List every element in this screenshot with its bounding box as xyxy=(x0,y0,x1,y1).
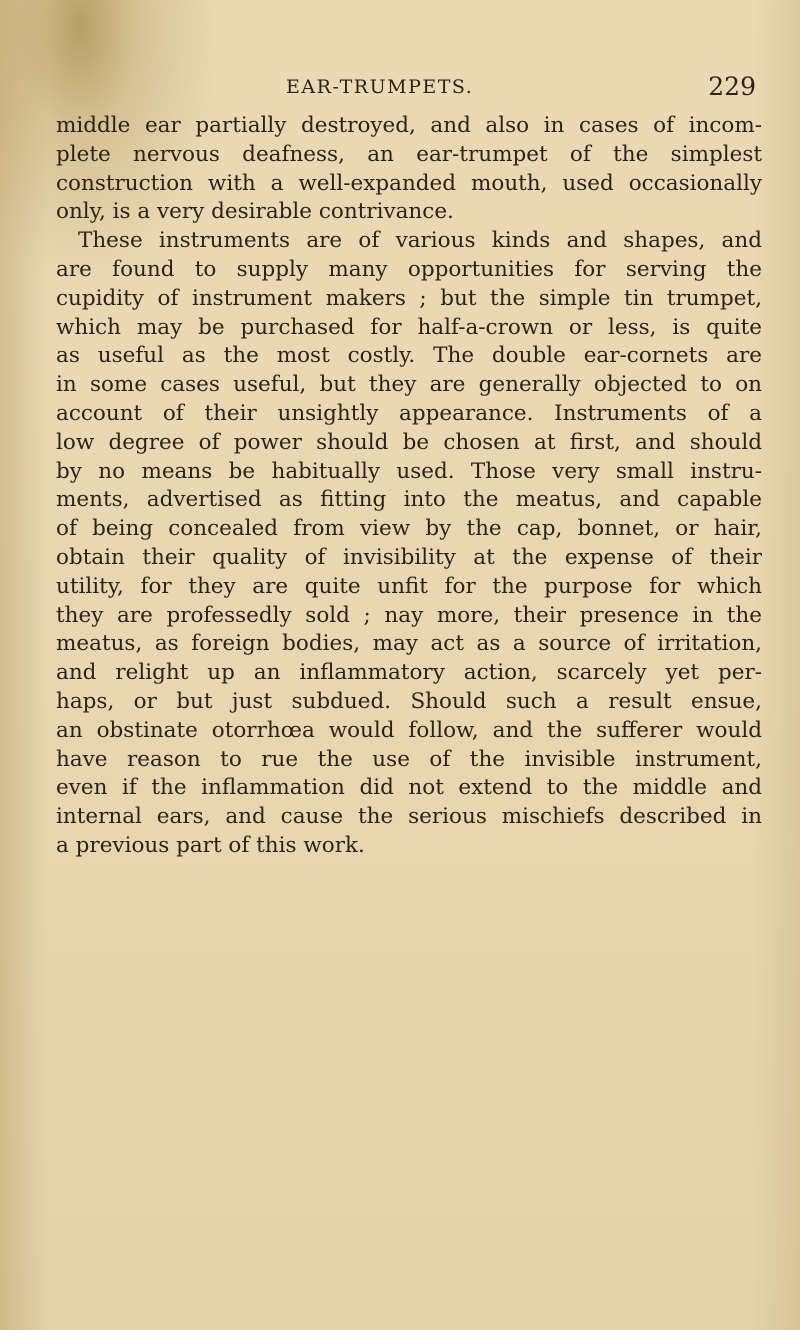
text-line: which may be purchased for half-a-crown or less, is quite xyxy=(56,314,762,340)
text-line: plete nervous deafness, an ear-trumpet of the simplest xyxy=(56,141,762,167)
text-line: only, is a very desirable contrivance. xyxy=(56,199,454,225)
text-line: a previous part of this work. xyxy=(56,832,365,858)
running-title: EAR-TRUMPETS. xyxy=(286,76,474,98)
text-line: meatus, as foreign bodies, may act as a source of irritation, xyxy=(56,631,762,657)
text-line: utility, for they are quite unfit for the purpose for which xyxy=(56,573,762,599)
body-text xyxy=(56,112,762,861)
text-line: ments, advertised as fitting into the meatus, and capable xyxy=(56,487,762,513)
text-line: they are professedly sold ; nay more, their presence in the xyxy=(56,602,762,628)
text-line: have reason to rue the use of the invisible instrument, xyxy=(56,746,762,772)
text-line: as useful as the most costly. The double ear-cornets are xyxy=(56,343,762,369)
text-line: are found to supply many opportunities for serving the xyxy=(56,256,762,282)
text-line: cupidity of instrument makers ; but the simple tin trumpet, xyxy=(56,285,762,311)
page-number: 229 xyxy=(708,72,756,101)
text-line: construction with a well-expanded mouth, used occasionally xyxy=(56,170,762,196)
running-head xyxy=(110,72,760,102)
text-line: account of their unsightly appearance. Instruments of a xyxy=(56,400,762,426)
text-line: haps, or but just subdued. Should such a result ensue, xyxy=(56,688,762,714)
text-line: even if the inflammation did not extend to the middle and xyxy=(56,775,762,801)
text-line: These instruments are of various kinds and shapes, and xyxy=(78,228,762,254)
text-line: internal ears, and cause the serious mischiefs described in xyxy=(56,804,762,830)
text-line: of being concealed from view by the cap, bonnet, or hair, xyxy=(56,516,762,542)
text-line: middle ear partially destroyed, and also in cases of incom- xyxy=(56,113,762,138)
text-line: in some cases useful, but they are generally objected to on xyxy=(56,372,762,398)
text-line: low degree of power should be chosen at first, and should xyxy=(56,429,762,455)
text-line: by no means be habitually used. Those very small instru- xyxy=(56,458,762,484)
text-line: obtain their quality of invisibility at the expense of their xyxy=(56,544,762,570)
text-line: and relight up an inflammatory action, scarcely yet per- xyxy=(56,660,762,686)
text-line: an obstinate otorrhœa would follow, and the sufferer would xyxy=(56,717,762,743)
